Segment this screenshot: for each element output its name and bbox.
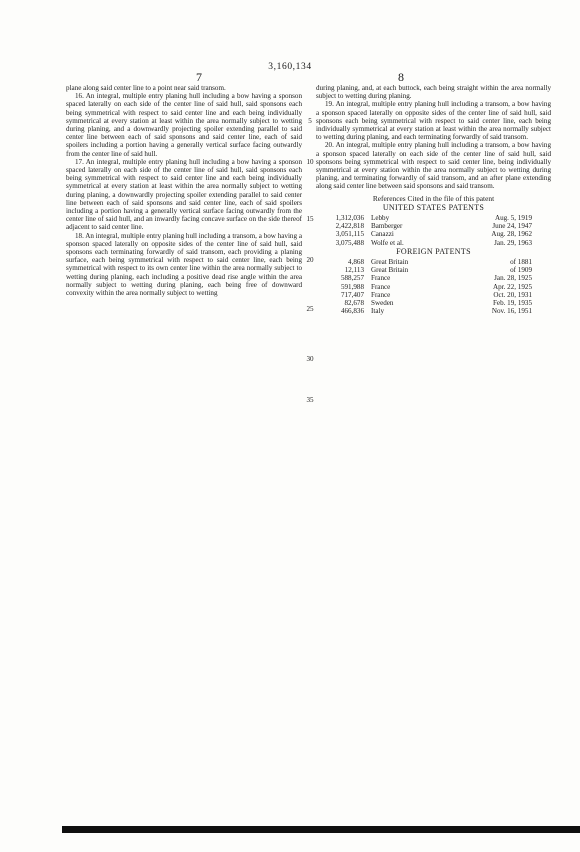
patent-number-cell: 12,113 — [344, 266, 364, 275]
patent-number-cell: 82,678 — [344, 299, 364, 308]
table-row — [320, 307, 532, 315]
table-row — [320, 258, 532, 266]
country-cell — [371, 266, 449, 274]
patent-number: 3,160,134 — [268, 62, 312, 72]
foreign-patents-heading: FOREIGN PATENTS — [396, 246, 471, 256]
date-cell: Feb. 19, 1935 — [492, 299, 532, 308]
line-number: 30 — [306, 354, 314, 363]
table-row — [320, 214, 532, 222]
table-row — [320, 230, 532, 238]
right-column — [316, 84, 551, 315]
line-number: 20 — [306, 256, 314, 265]
us-patents-heading: UNITED STATES PATENTS — [382, 202, 485, 212]
table-row — [320, 274, 532, 282]
column-number-left: 7 — [196, 70, 202, 84]
patent-number-cell: 717,407 — [340, 290, 364, 299]
claim-16: 16. An integral, multiple entry planing hull including a bow having a sponson spaced laterally on each side of the center line of said hull, said sponsons each being symmetrical with respect to said center line and each being individually symmetrical at every station at least within the area normally subject to wetting during planing, and a downwardly projecting spoiler extending parallel to said center line between each of said sponsons and said center line, each of said spoilers including a portion having a generally vertical surface facing outwardly from the center line of said hull. — [66, 92, 302, 158]
claim-continuation: plane along said center line to a point near said transom. — [66, 84, 226, 92]
claim-19: 19. An integral, multiple entry planing hull including a transom, a bow having a sponson spaced laterally on opposite sides of the center line of said hull, said sponsons each being symmetrical with respect to said center line, each being individually symmetrical at every station at least within the area normally subject to wetting during planing, and each terminating forwardly of said transom. — [316, 100, 551, 142]
patent-number-cell: 2,422,818 — [335, 222, 364, 231]
line-number: 10 — [306, 157, 314, 166]
date-cell: Jan. 29, 1963 — [494, 238, 532, 247]
date-cell: of 1881 — [510, 258, 532, 267]
claim-18: 18. An integral, multiple entry planing hull including a transom, a bow having a sponson spaced laterally on opposite sides of the center line of said hull, said sponsons each terminating forwardly of said transom, each providing a planing surface, each being symmetrical with respect to said center line, each being symmetrical with respect to its own center line within the area normally subject to wetting during planing, each including a positive dead rise angle within the area normally subject to wetting during planing, each being free of downward convexity within the area normally subject to wetting — [66, 231, 302, 298]
date-cell: Jan. 28, 1925 — [494, 274, 532, 283]
references-title: References Cited in the file of this patent — [372, 193, 495, 203]
date-cell: of 1909 — [510, 266, 532, 275]
references-cited — [316, 195, 551, 316]
date-cell: Apr. 22, 1925 — [492, 282, 532, 291]
patent-number-cell: 3,075,488 — [335, 238, 364, 247]
inventor-cell — [371, 214, 449, 222]
patent-number-cell: 588,257 — [340, 274, 364, 283]
date-cell: Nov. 16, 1951 — [491, 307, 532, 316]
left-column — [66, 84, 302, 297]
table-row — [320, 266, 532, 274]
inventor-cell — [371, 239, 449, 247]
claim-18-continuation: during planing, and, at each buttock, each being straight within the area normally subject to wetting during planing. — [316, 84, 551, 101]
inventor-name: Lebby — [371, 214, 390, 223]
patent-number-cell: 591,988 — [340, 282, 364, 291]
scan-edge-bar — [62, 826, 580, 833]
patent-number-cell: 3,051,115 — [335, 230, 364, 239]
claim-20: 20. An integral, multiple entry planing hull including a transom, a bow having a sponson spaced laterally on each side of the center line of said hull, said sponsons being symmetrical with respect to said center line, being individually symmetrical at every station within the area normally subject to wetting during planing, and terminating forwardly of said transom, and an after plane extending along said center line between said sponsons and said transom. — [316, 141, 551, 191]
country-name: Italy — [371, 307, 384, 316]
inventor-cell — [371, 222, 449, 230]
country-cell — [371, 307, 449, 315]
country-cell — [371, 299, 449, 307]
line-number: 15 — [306, 215, 314, 224]
table-row — [320, 299, 532, 307]
country-name: France — [371, 274, 391, 283]
inventor-name: Canazzi — [371, 230, 394, 239]
claim-17: 17. An integral, multiple entry planing hull including a bow having a sponson spaced laterally on each side of the center line of said hull, said sponsons each being symmetrical with respect to said center line and each being individually symmetrical at every station at least within the area normally subject to wetting during planing, a downwardly projecting spoiler extending parallel to said center line between each of said sponsons and said center line, each of said spoilers including a portion having a generally vertical surface facing outwardly from the center line of said hull, and an inwardly facing concave surface on the side thereof adjacent to said center line. — [66, 157, 302, 232]
foreign-patents-table — [320, 258, 532, 315]
date-cell: Oct. 20, 1931 — [493, 290, 532, 299]
date-cell: Aug. 5, 1919 — [494, 214, 532, 223]
line-number: 25 — [306, 305, 314, 314]
date-cell: Aug. 28, 1962 — [491, 230, 532, 239]
table-row — [320, 283, 532, 291]
country-cell — [371, 291, 449, 299]
line-number-gutter — [303, 84, 317, 414]
country-cell — [371, 283, 449, 291]
table-row — [320, 222, 532, 230]
inventor-name: Wolfe et al. — [371, 238, 404, 247]
line-number: 35 — [306, 395, 314, 404]
country-name: Great Britain — [371, 266, 409, 275]
us-patents-table — [320, 214, 532, 247]
country-name: France — [371, 282, 391, 291]
country-name: Sweden — [371, 299, 394, 308]
table-row — [320, 291, 532, 299]
country-cell — [371, 258, 449, 266]
country-name: France — [371, 290, 391, 299]
table-row — [320, 239, 532, 247]
date-cell: June 24, 1947 — [492, 222, 532, 231]
patent-number-cell: 1,312,036 — [335, 214, 364, 223]
inventor-name: Bamberger — [371, 222, 403, 231]
patent-number-cell: 466,836 — [340, 307, 364, 316]
inventor-cell — [371, 230, 449, 238]
country-cell — [371, 274, 449, 282]
patent-number-cell: 4,868 — [348, 258, 364, 267]
column-number-right: 8 — [398, 70, 404, 84]
line-number: 5 — [308, 116, 312, 125]
country-name: Great Britain — [371, 258, 409, 267]
